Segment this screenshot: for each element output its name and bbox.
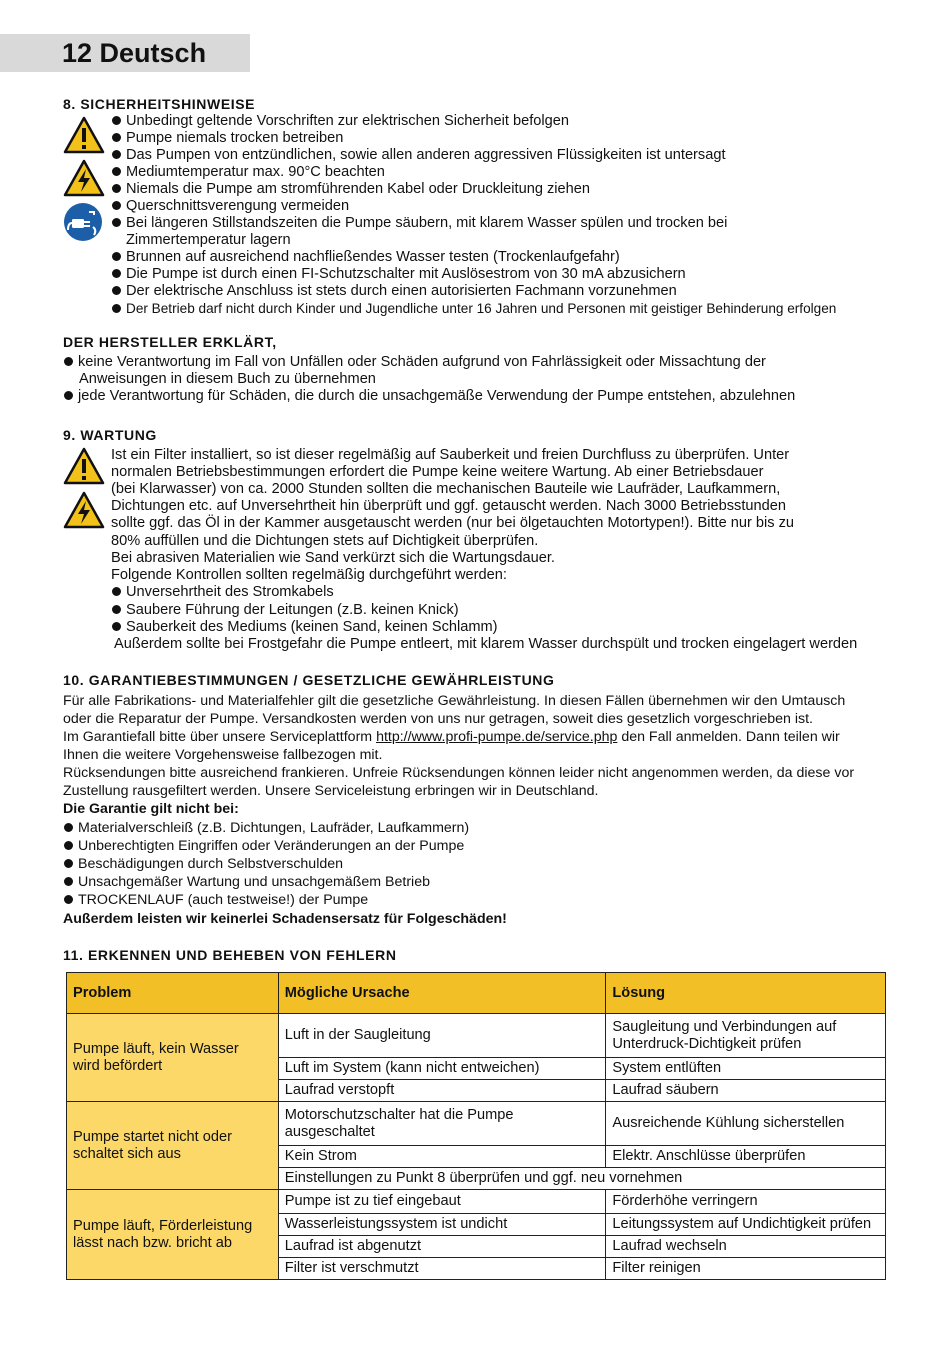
bullet-icon xyxy=(64,877,73,886)
safety-item: Bei längeren Stillstandszeiten die Pumpe säubern, mit klarem Wasser spülen und trocken bei xyxy=(112,215,727,232)
bullet-icon xyxy=(112,184,121,193)
warranty-text: Zustellung rausgefiltert werden. Unsere Serviceleistung erbringen wir in Deutschland. xyxy=(63,783,599,799)
header-cause: Mögliche Ursache xyxy=(278,973,606,1014)
fault-table xyxy=(66,972,886,1280)
warranty-exclusion: Unsachgemäßer Wartung und unsachgemäßem Betrieb xyxy=(64,874,430,891)
cause-cell: Luft im System (kann nicht entweichen) xyxy=(278,1058,606,1080)
safety-item-continuation: Zimmertemperatur lagern xyxy=(126,232,291,248)
warning-triangle-icon xyxy=(63,447,105,485)
cause-cell: Kein Strom xyxy=(278,1146,606,1168)
solution-cell: Elektr. Anschlüsse überprüfen xyxy=(606,1146,886,1168)
maintenance-text: 80% auffüllen und die Dichtungen stets auf Dichtigkeit überprüfen. xyxy=(111,533,539,549)
solution-cell: Leitungssystem auf Undichtigkeit prüfen xyxy=(606,1214,886,1236)
table-header-row xyxy=(67,973,886,1014)
solution-cell: Laufrad wechseln xyxy=(606,1236,886,1258)
safety-item: Das Pumpen von entzündlichen, sowie allen anderen aggressiven Flüssigkeiten ist untersagt xyxy=(112,147,726,164)
bullet-icon xyxy=(64,859,73,868)
header-solution: Lösung xyxy=(606,973,886,1014)
maintenance-text: Außerdem sollte bei Frostgefahr die Pumpe entleert, mit klarem Wasser durchspült und trocken eingelagert werden xyxy=(114,636,858,652)
solution-cell: Filter reinigen xyxy=(606,1258,886,1280)
maintenance-text: normalen Betriebsbestimmungen erfordert die Pumpe keine weitere Wartung. Ab einer Betriebsdauer xyxy=(111,464,764,480)
warning-triangle-icon xyxy=(63,116,105,154)
warranty-exclusions-title: Die Garantie gilt nicht bei: xyxy=(63,801,239,817)
warranty-text: Im Garantiefall bitte über unsere Serviceplattform http://www.profi-pumpe.de/service.php den Fall anmelden. Dann teilen wir xyxy=(63,729,840,745)
bullet-icon xyxy=(112,116,121,125)
solution-cell: Laufrad säubern xyxy=(606,1080,886,1102)
page-title: 12 Deutsch xyxy=(62,38,207,68)
section-9-title: 9. WARTUNG xyxy=(63,427,157,443)
merged-cell: Einstellungen zu Punkt 8 überprüfen und ggf. neu vornehmen xyxy=(278,1168,885,1190)
bullet-icon xyxy=(112,133,121,142)
manufacturer-item: jede Verantwortung für Schäden, die durch die unsachgemäße Verwendung der Pumpe entstehen, abzulehnen xyxy=(64,388,795,405)
warranty-exclusion: Beschädigungen durch Selbstverschulden xyxy=(64,856,343,873)
bullet-icon xyxy=(112,269,121,278)
solution-cell: System entlüften xyxy=(606,1058,886,1080)
service-link[interactable]: http://www.profi-pumpe.de/service.php xyxy=(376,729,618,745)
maintenance-check: Unversehrtheit des Stromkabels xyxy=(112,584,334,601)
cause-cell: Pumpe ist zu tief eingebaut xyxy=(278,1190,606,1214)
table-row xyxy=(67,1102,886,1146)
bullet-icon xyxy=(112,286,121,295)
safety-item: Pumpe niemals trocken betreiben xyxy=(112,130,343,147)
bullet-icon xyxy=(112,304,121,313)
cause-cell: Filter ist verschmutzt xyxy=(278,1258,606,1280)
maintenance-text: Folgende Kontrollen sollten regelmäßig durchgeführt werden: xyxy=(111,567,507,583)
table-row xyxy=(67,1190,886,1214)
safety-item: Der elektrische Anschluss ist stets durch einen autorisierten Fachmann vorzunehmen xyxy=(112,283,677,300)
bullet-icon xyxy=(112,622,121,631)
section-8-title: 8. SICHERHEITSHINWEISE xyxy=(63,96,256,112)
bullet-icon xyxy=(64,823,73,832)
warranty-exclusion: Unberechtigten Eingriffen oder Veränderungen an der Pumpe xyxy=(64,838,464,855)
table-row xyxy=(67,1014,886,1058)
solution-cell: Förderhöhe verringern xyxy=(606,1190,886,1214)
warranty-exclusion: TROCKENLAUF (auch testweise!) der Pumpe xyxy=(64,892,368,909)
safety-item: Brunnen auf ausreichend nachfließendes Wasser testen (Trockenlaufgefahr) xyxy=(112,249,620,266)
header-problem: Problem xyxy=(67,973,279,1014)
safety-item: Niemals die Pumpe am stromführenden Kabel oder Druckleitung ziehen xyxy=(112,181,590,198)
manufacturer-item-continuation: Anweisungen in diesem Buch zu übernehmen xyxy=(79,371,376,387)
safety-item: Querschnittsverengung vermeiden xyxy=(112,198,349,215)
section-11-title: 11. ERKENNEN UND BEHEBEN VON FEHLERN xyxy=(63,947,397,963)
maintenance-check: Saubere Führung der Leitungen (z.B. keinen Knick) xyxy=(112,602,459,619)
bullet-icon xyxy=(64,391,73,400)
solution-cell: Saugleitung und Verbindungen auf Unterdruck-Dichtigkeit prüfen xyxy=(606,1014,886,1058)
maintenance-text: Bei abrasiven Materialien wie Sand verkürzt sich die Wartungsdauer. xyxy=(111,550,555,566)
bullet-icon xyxy=(112,605,121,614)
maintenance-text: sollte ggf. das Öl in der Kammer ausgetauscht werden (nur bei ölgetauchten Motortypen!). Bitte nur bis zu xyxy=(111,515,795,531)
maintenance-text: Ist ein Filter installiert, so ist dieser regelmäßig auf Sauberkeit und freien Durchfluss zu überprüfen. Unter xyxy=(111,447,790,463)
solution-cell: Ausreichende Kühlung sicherstellen xyxy=(606,1102,886,1146)
electric-hazard-icon xyxy=(63,491,105,529)
manufacturer-title: DER HERSTELLER ERKLÄRT, xyxy=(63,334,277,350)
problem-cell: Pumpe läuft, Förderleistung lässt nach bzw. bricht ab xyxy=(67,1190,279,1280)
bullet-icon xyxy=(112,218,121,227)
problem-cell: Pumpe läuft, kein Wasser wird befördert xyxy=(67,1014,279,1102)
section-10-title: 10. GARANTIEBESTIMMUNGEN / GESETZLICHE GEWÄHRLEISTUNG xyxy=(63,672,555,688)
warranty-text: oder die Reparatur der Pumpe. Versandkosten werden von uns nur getragen, soweit dies gesetzlich vorgeschrieben ist. xyxy=(63,711,814,727)
safety-item: Die Pumpe ist durch einen FI-Schutzschalter mit Auslösestrom von 30 mA abzusichern xyxy=(112,266,686,283)
bullet-icon xyxy=(64,841,73,850)
warranty-text: Rücksendungen bitte ausreichend frankieren. Unfreie Rücksendungen können leider nicht angenommen werden, da diese vor xyxy=(63,765,855,781)
cause-cell: Wasserleistungssystem ist undicht xyxy=(278,1214,606,1236)
problem-cell: Pumpe startet nicht oder schaltet sich aus xyxy=(67,1102,279,1190)
safety-item: Unbedingt geltende Vorschriften zur elektrischen Sicherheit befolgen xyxy=(112,113,569,130)
bullet-icon xyxy=(64,895,73,904)
cause-cell: Motorschutzschalter hat die Pumpe ausgeschaltet xyxy=(278,1102,606,1146)
maintenance-text: (bei Klarwasser) von ca. 2000 Stunden sollten die mechanischen Bauteile wie Laufräder, Laufkammern, xyxy=(111,481,781,497)
cause-cell: Laufrad ist abgenutzt xyxy=(278,1236,606,1258)
cause-cell: Luft in der Saugleitung xyxy=(278,1014,606,1058)
maintenance-check: Sauberkeit des Mediums (keinen Sand, keinen Schlamm) xyxy=(112,619,498,636)
bullet-icon xyxy=(112,150,121,159)
safety-item: Der Betrieb darf nicht durch Kinder und Jugendliche unter 16 Jahren und Personen mit geistiger Behinderung erfolgen xyxy=(112,300,836,317)
page-header xyxy=(0,34,250,72)
disconnect-plug-icon xyxy=(63,202,103,242)
bullet-icon xyxy=(112,587,121,596)
manufacturer-item: keine Verantwortung im Fall von Unfällen oder Schäden aufgrund von Fahrlässigkeit oder Missachtung der xyxy=(64,354,766,371)
warranty-text: Ihnen die weitere Vorgehensweise fallbezogen mit. xyxy=(63,747,383,763)
warranty-exclusion: Materialverschleiß (z.B. Dichtungen, Laufräder, Laufkammern) xyxy=(64,820,469,837)
safety-item: Mediumtemperatur max. 90°C beachten xyxy=(112,164,385,181)
warranty-closing: Außerdem leisten wir keinerlei Schadensersatz für Folgeschäden! xyxy=(63,911,507,927)
bullet-icon xyxy=(112,167,121,176)
bullet-icon xyxy=(112,252,121,261)
maintenance-text: Dichtungen etc. auf Unversehrtheit hin überprüft und ggf. getauscht werden. Nach 3000 Betriebsstunden xyxy=(111,498,786,514)
warranty-text: Für alle Fabrikations- und Materialfehler gilt die gesetzliche Gewährleistung. In diesen Fällen übernehmen wir den Umtausch xyxy=(63,693,846,709)
electric-hazard-icon xyxy=(63,159,105,197)
bullet-icon xyxy=(64,357,73,366)
cause-cell: Laufrad verstopft xyxy=(278,1080,606,1102)
bullet-icon xyxy=(112,201,121,210)
